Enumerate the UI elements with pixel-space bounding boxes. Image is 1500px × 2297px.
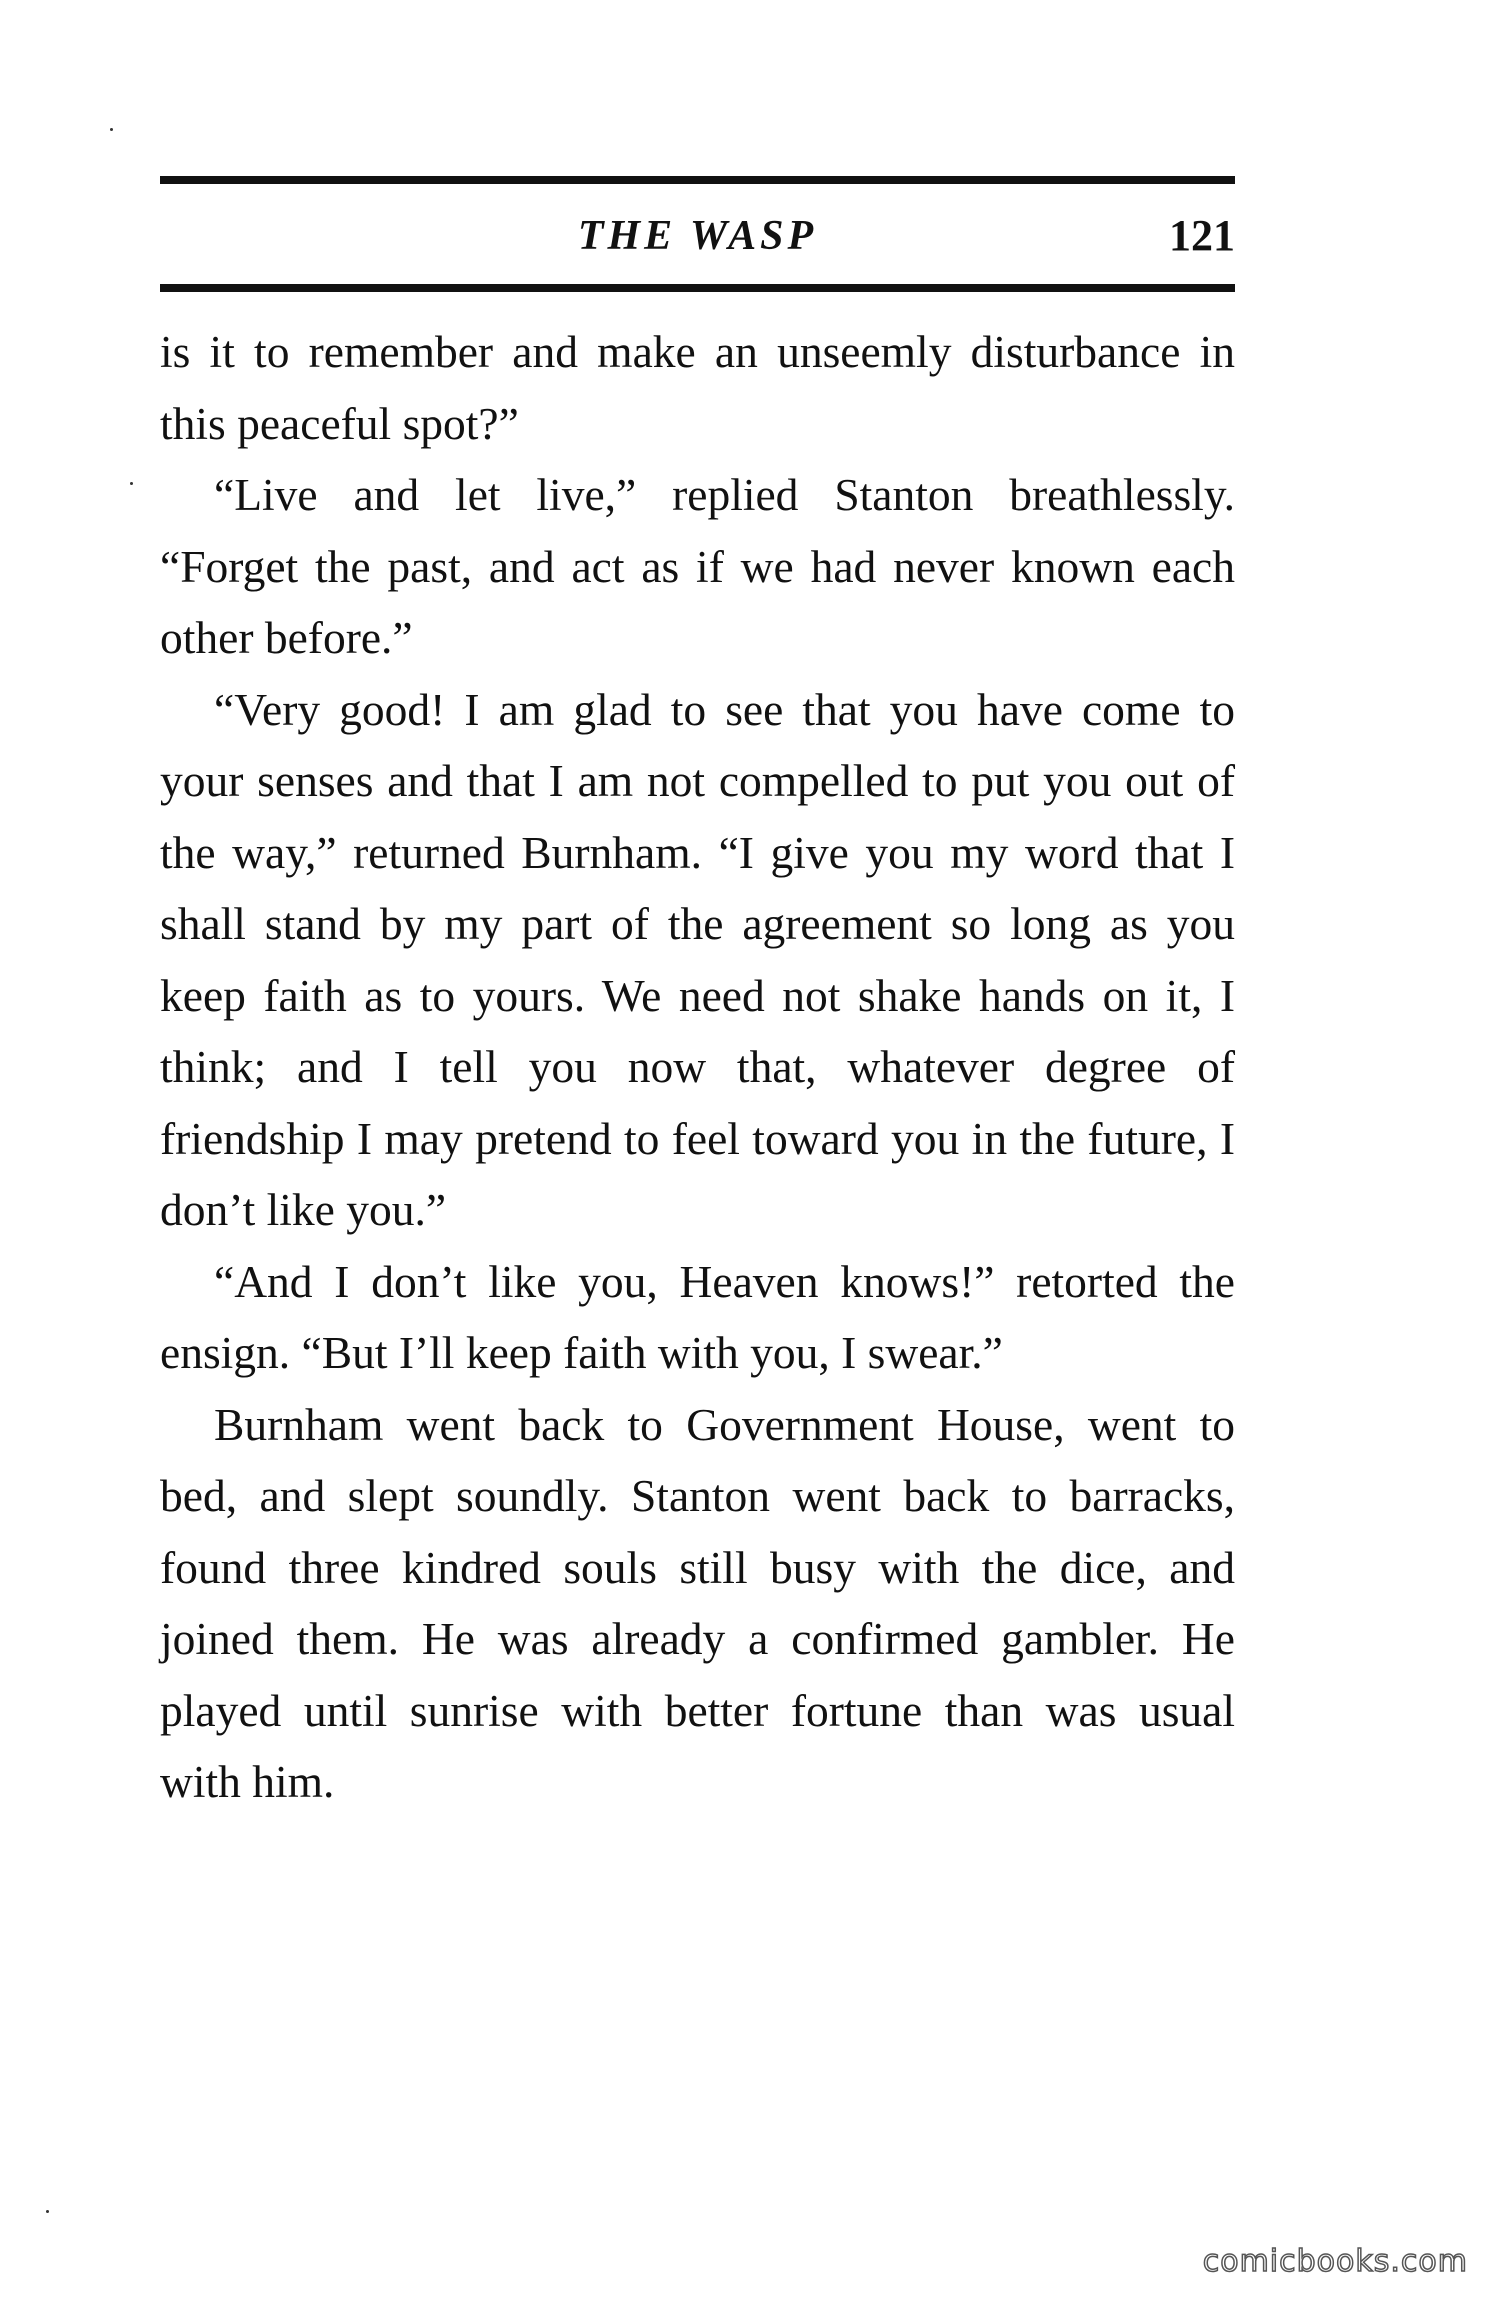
header-rule-top (160, 176, 1235, 184)
paragraph: “Live and let live,” replied Stanton breathlessly. “Forget the past, and act as if we had never known each other before.” (160, 469, 1235, 663)
body-text (160, 316, 1235, 1818)
paragraph: Burnham went back to Government House, went to bed, and slept soundly. Stanton went back to barracks, found three kindred souls still busy with the dice, and joined them. He was already a confirmed gambler. He played until sunrise with better fortune than was usual with him. (160, 1398, 1235, 1807)
scan-speck (110, 128, 113, 131)
scan-speck (130, 482, 133, 485)
paragraph: “Very good! I am glad to see that you have come to your senses and that I am not compelled to put you out of the way,” returned Burnham. “I give you my word that I shall stand by my part of the agreement so long as you keep faith as to yours. We need not shake hands on it, I think; and I tell you now that, whatever degree of friendship I may pretend to feel toward you in the future, I don’t like you.” (160, 683, 1235, 1235)
paragraph: “And I don’t like you, Heaven knows!” retorted the ensign. “But I’ll keep faith with you, I swear.” (160, 1255, 1235, 1378)
scan-speck (46, 2210, 49, 2213)
header-rule-bottom (160, 284, 1235, 292)
running-head (160, 206, 1235, 266)
running-title: THE WASP (577, 213, 818, 259)
page-number: 121 (1169, 211, 1235, 260)
watermark: comicbooks.com (1202, 2244, 1468, 2279)
paragraph: is it to remember and make an unseemly disturbance in this peaceful spot?” (160, 326, 1235, 449)
